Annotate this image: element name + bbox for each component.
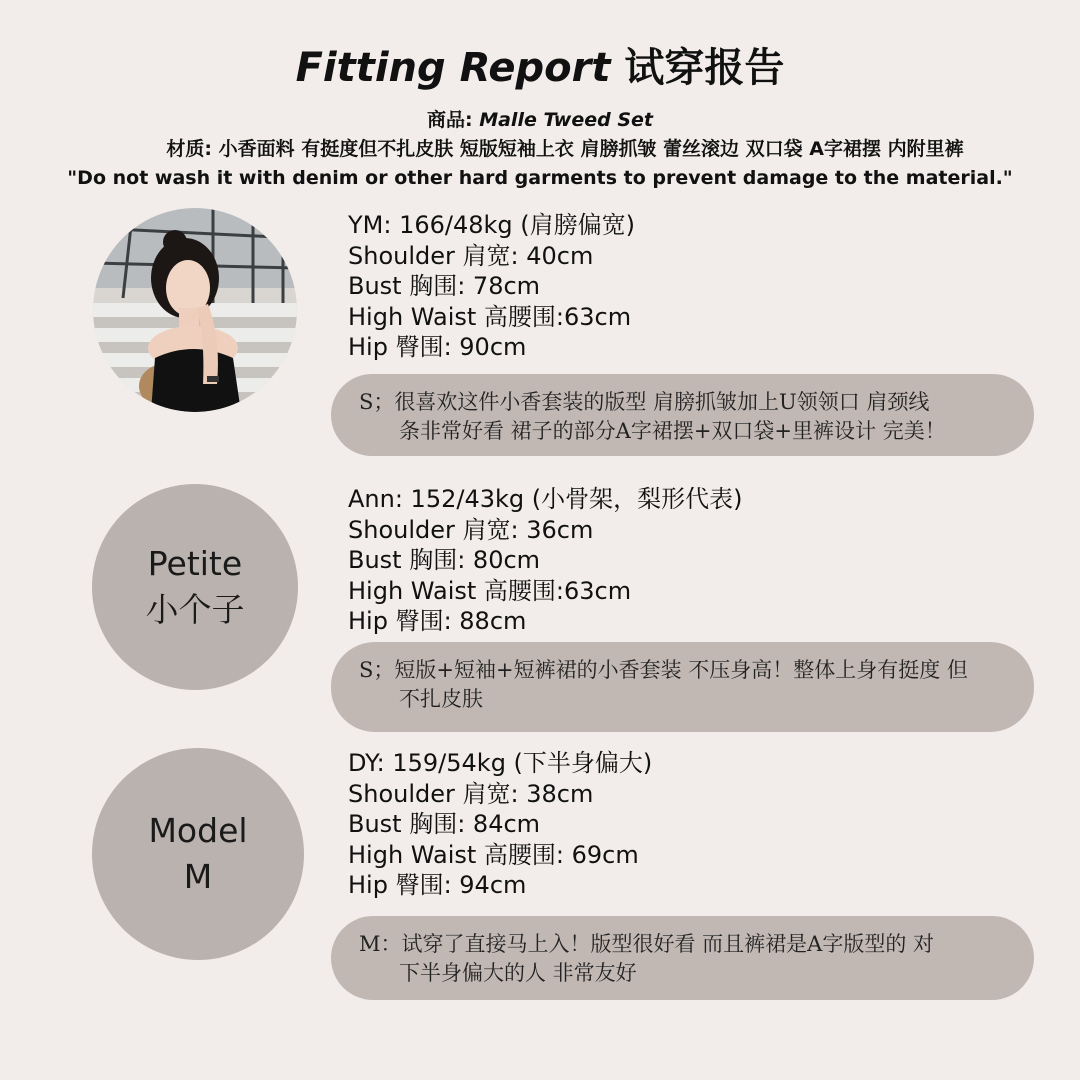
report-header (0, 40, 1080, 193)
high-waist-measurement: High Waist 高腰围: 69cm (348, 840, 639, 869)
circle-label-line: 小个子 (145, 590, 245, 629)
model-2-comment (331, 642, 1034, 732)
product-line (0, 106, 1080, 135)
page-title (0, 40, 1080, 96)
hip-measurement: Hip 臀围: 88cm (348, 607, 527, 635)
comment-line: 不扎皮肤 (399, 687, 483, 711)
model-photo (93, 208, 297, 412)
comment-line: 下半身偏大的人 非常友好 (399, 961, 637, 985)
circle-label-line: Petite (147, 544, 243, 583)
model-3-label-circle (92, 748, 304, 960)
bust-measurement: Bust 胸围: 78cm (348, 272, 541, 300)
model-2-label-circle (92, 484, 298, 690)
hip-measurement: Hip 臀围: 90cm (348, 333, 527, 361)
model-name-size: YM: 166/48kg (肩膀偏宽) (348, 211, 636, 239)
material-line (0, 135, 1080, 164)
comment-line: S；很喜欢这件小香套装的版型 肩膀抓皱加上U领领口 肩颈线 (359, 390, 930, 414)
title-english: Fitting Report (295, 45, 611, 91)
circle-label-line: Model (148, 811, 248, 850)
comment-line: S；短版+短袖+短裤裙的小香套装 不压身高！整体上身有挺度 但 (359, 658, 968, 682)
hip-measurement: Hip 臀围: 94cm (348, 871, 527, 899)
bust-measurement: Bust 胸围: 80cm (348, 546, 541, 574)
high-waist-measurement: High Waist 高腰围:63cm (348, 302, 632, 331)
title-chinese: 试穿报告 (624, 45, 785, 91)
shoulder-measurement: Shoulder 肩宽: 40cm (348, 241, 594, 270)
model-photo-illustration (93, 208, 297, 412)
material-description: 小香面料 有挺度但不扎皮肤 短版短袖上衣 肩膀抓皱 蕾丝滚边 双口袋 A字裙摆 内附里裤 (218, 138, 964, 160)
high-waist-measurement: High Waist 高腰围:63cm (348, 576, 632, 605)
comment-line: M：试穿了直接马上入！版型很好看 而且裤裙是A字版型的 对 (359, 932, 935, 956)
model-1-measurements (348, 210, 635, 363)
product-label: 商品: (426, 109, 480, 131)
model-name-size: Ann: 152/43kg (小骨架，梨形代表) (348, 485, 743, 513)
bust-measurement: Bust 胸围: 84cm (348, 810, 541, 838)
shoulder-measurement: Shoulder 肩宽: 36cm (348, 515, 594, 544)
product-name: Malle Tweed Set (479, 109, 653, 131)
shoulder-measurement: Shoulder 肩宽: 38cm (348, 779, 594, 808)
material-label: 材质: (166, 138, 219, 160)
model-name-size: DY: 159/54kg (下半身偏大) (348, 749, 653, 777)
circle-label-line: M (183, 857, 213, 896)
model-3-measurements (348, 748, 652, 901)
care-note: "Do not wash it with denim or other hard garments to prevent damage to the material." (67, 167, 1013, 189)
model-1-comment (331, 374, 1034, 456)
model-2-measurements (348, 484, 742, 637)
model-3-comment (331, 916, 1034, 1000)
comment-line: 条非常好看 裙子的部分A字裙摆+双口袋+里裤设计 完美！ (399, 419, 946, 443)
